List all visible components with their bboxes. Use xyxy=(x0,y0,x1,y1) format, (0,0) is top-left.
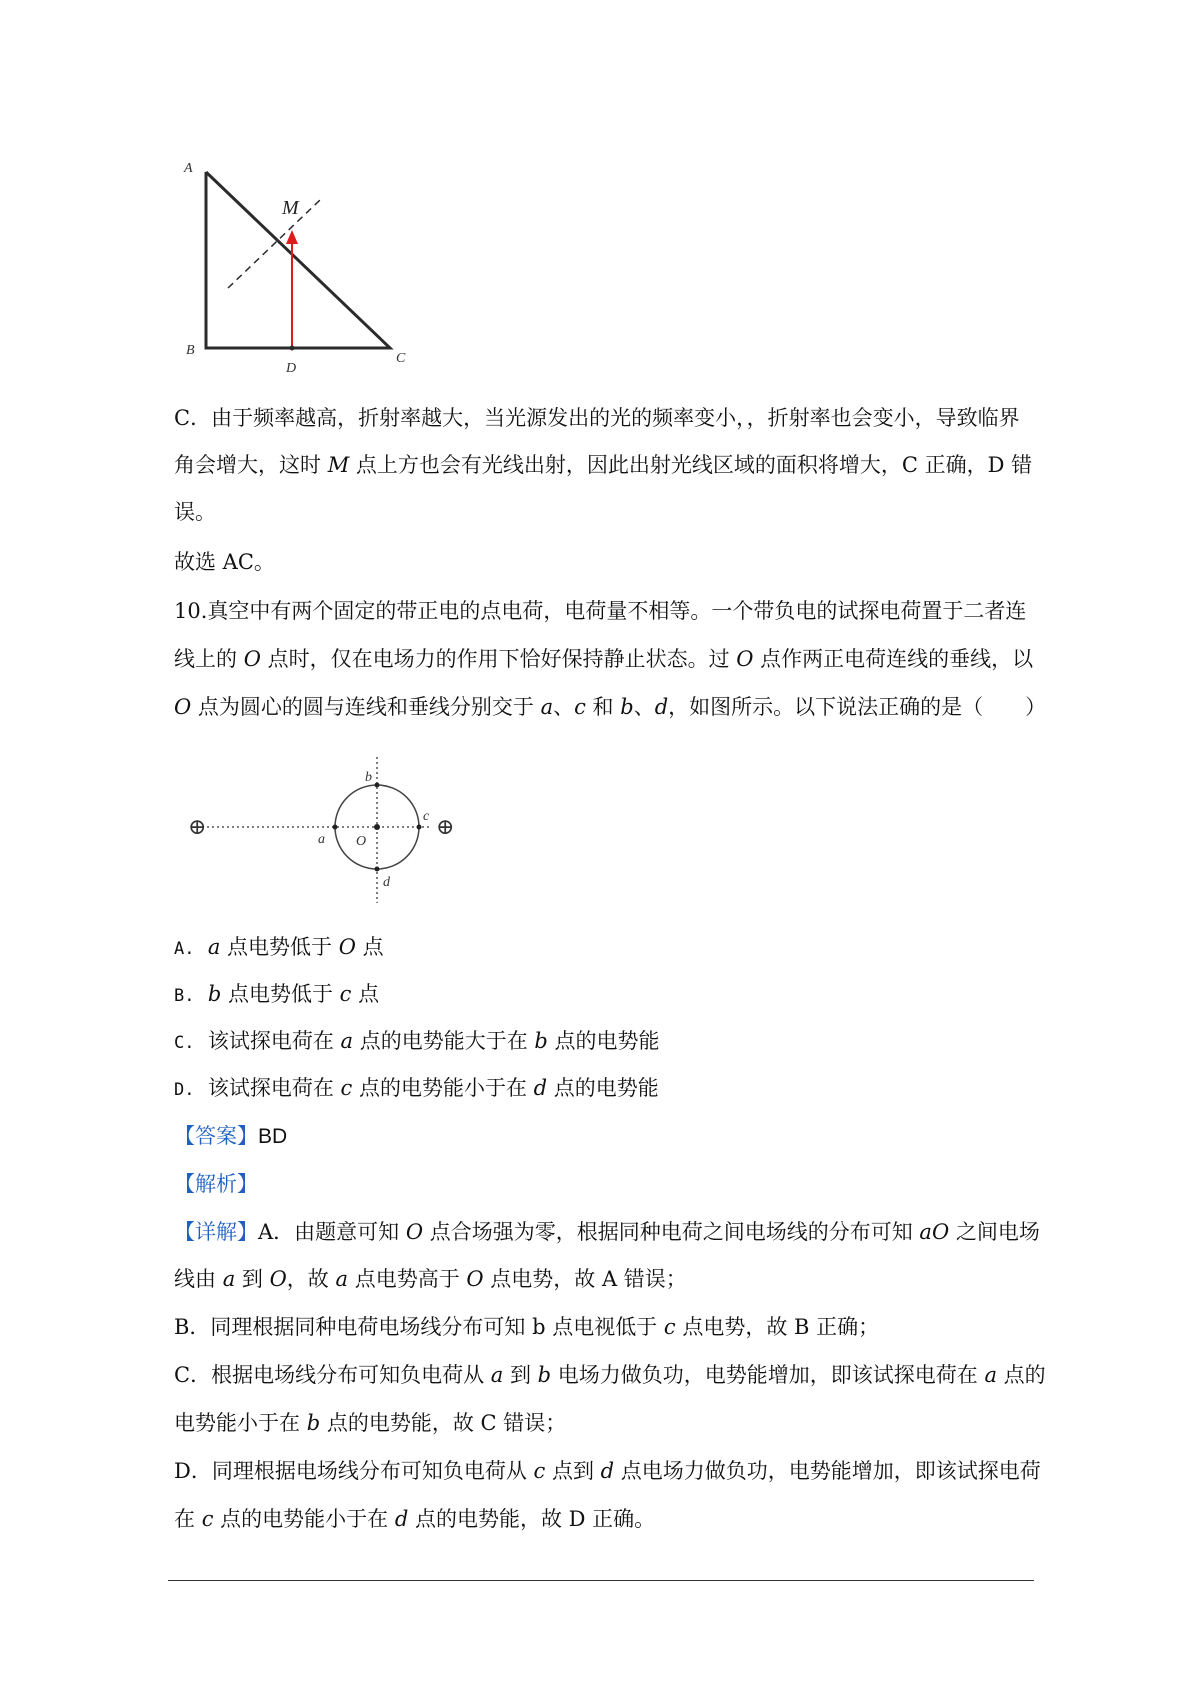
ray-arrowhead xyxy=(286,230,298,244)
positive-charge-left-icon: ⊕ xyxy=(188,814,207,839)
label-point-a: a xyxy=(318,832,325,847)
point-a-dot xyxy=(333,825,338,830)
conclusion-line: 故选 AC。 xyxy=(174,550,275,574)
label-d: D xyxy=(286,361,297,375)
point-b-dot xyxy=(375,783,380,788)
detail-tag: 【详解】 xyxy=(174,1220,258,1244)
label-a: A xyxy=(184,161,193,176)
charges-figure xyxy=(180,755,470,905)
detail-line-4: C．根据电场线分布可知负电荷从 a 到 b 电场力做负功，电势能增加，即该试探电荷在 a 点的 xyxy=(174,1363,1046,1387)
label-point-c: c xyxy=(423,809,430,824)
detail-line-5: 电势能小于在 b 点的电势能，故 C 错误； xyxy=(174,1411,567,1435)
label-point-o: O xyxy=(356,834,367,849)
label-m: M xyxy=(282,197,299,219)
explanation-line-2: 角会增大，这时 M 点上方也会有光线出射，因此出射光线区域的面积将增大，C 正确，D 错 xyxy=(174,453,1033,477)
positive-charge-right-icon: ⊕ xyxy=(436,814,455,839)
point-c-dot xyxy=(417,825,422,830)
answer-value: BD xyxy=(258,1125,288,1148)
detail-line-2: 线由 a 到 O，故 a 点电势高于 O 点电势，故 A 错误； xyxy=(174,1267,687,1291)
normal-dashed-line xyxy=(228,200,320,288)
q10-stem-line-2: 线上的 O 点时，仅在电场力的作用下恰好保持静止状态。过 O 点作两正电荷连线的垂线，以 xyxy=(174,647,1034,671)
label-c: C xyxy=(396,351,406,366)
detail-line-6: D．同理根据电场线分布可知负电荷从 c 点到 d 点电场力做负功，电势能增加，即该试探电荷 xyxy=(174,1459,1041,1483)
analysis-tag: 【解析】 xyxy=(174,1172,258,1196)
detail-line-7: 在 c 点的电势能小于在 d 点的电势能，故 D 正确。 xyxy=(174,1507,656,1531)
triangle-figure xyxy=(170,160,410,375)
point-d-dot xyxy=(290,346,295,351)
explanation-line-1: C．由于频率越高，折射率越大，当光源发出的光的频率变小，，折射率也会变小，导致临界 xyxy=(174,406,1020,430)
explanation-line-3: 误。 xyxy=(174,500,216,524)
label-point-d: d xyxy=(383,875,390,890)
q10-stem-line-3: O 点为圆心的圆与连线和垂线分别交于 a、c 和 b、d，如图所示。以下说法正确的是（ ） xyxy=(174,695,1047,719)
label-point-b: b xyxy=(365,770,372,785)
option-b: B. b 点电势低于 c 点 xyxy=(174,982,380,1006)
detail-line-1: 【详解】A．由题意可知 O 点合场强为零，根据同种电荷之间电场线的分布可知 aO 之间电场 xyxy=(174,1220,1040,1244)
option-a: A. a 点电势低于 O 点 xyxy=(174,935,384,959)
option-d: D. 该试探电荷在 c 点的电势能小于在 d 点的电势能 xyxy=(174,1076,659,1100)
detail-line-3: B．同理根据同种电荷电场线分布可知 b 点电视低于 c 点电势，故 B 正确； xyxy=(174,1315,880,1339)
q10-stem-line-1: 10.真空中有两个固定的带正电的点电荷，电荷量不相等。一个带负电的试探电荷置于二者连 xyxy=(174,599,1027,623)
footer-divider xyxy=(168,1580,1034,1581)
point-o-dot xyxy=(374,824,380,830)
point-d-dot-2 xyxy=(375,867,380,872)
label-b: B xyxy=(186,343,195,358)
option-c: C. 该试探电荷在 a 点的电势能大于在 b 点的电势能 xyxy=(174,1029,660,1053)
answer-line xyxy=(174,1122,1034,1151)
answer-tag: 【答案】 xyxy=(174,1124,258,1148)
